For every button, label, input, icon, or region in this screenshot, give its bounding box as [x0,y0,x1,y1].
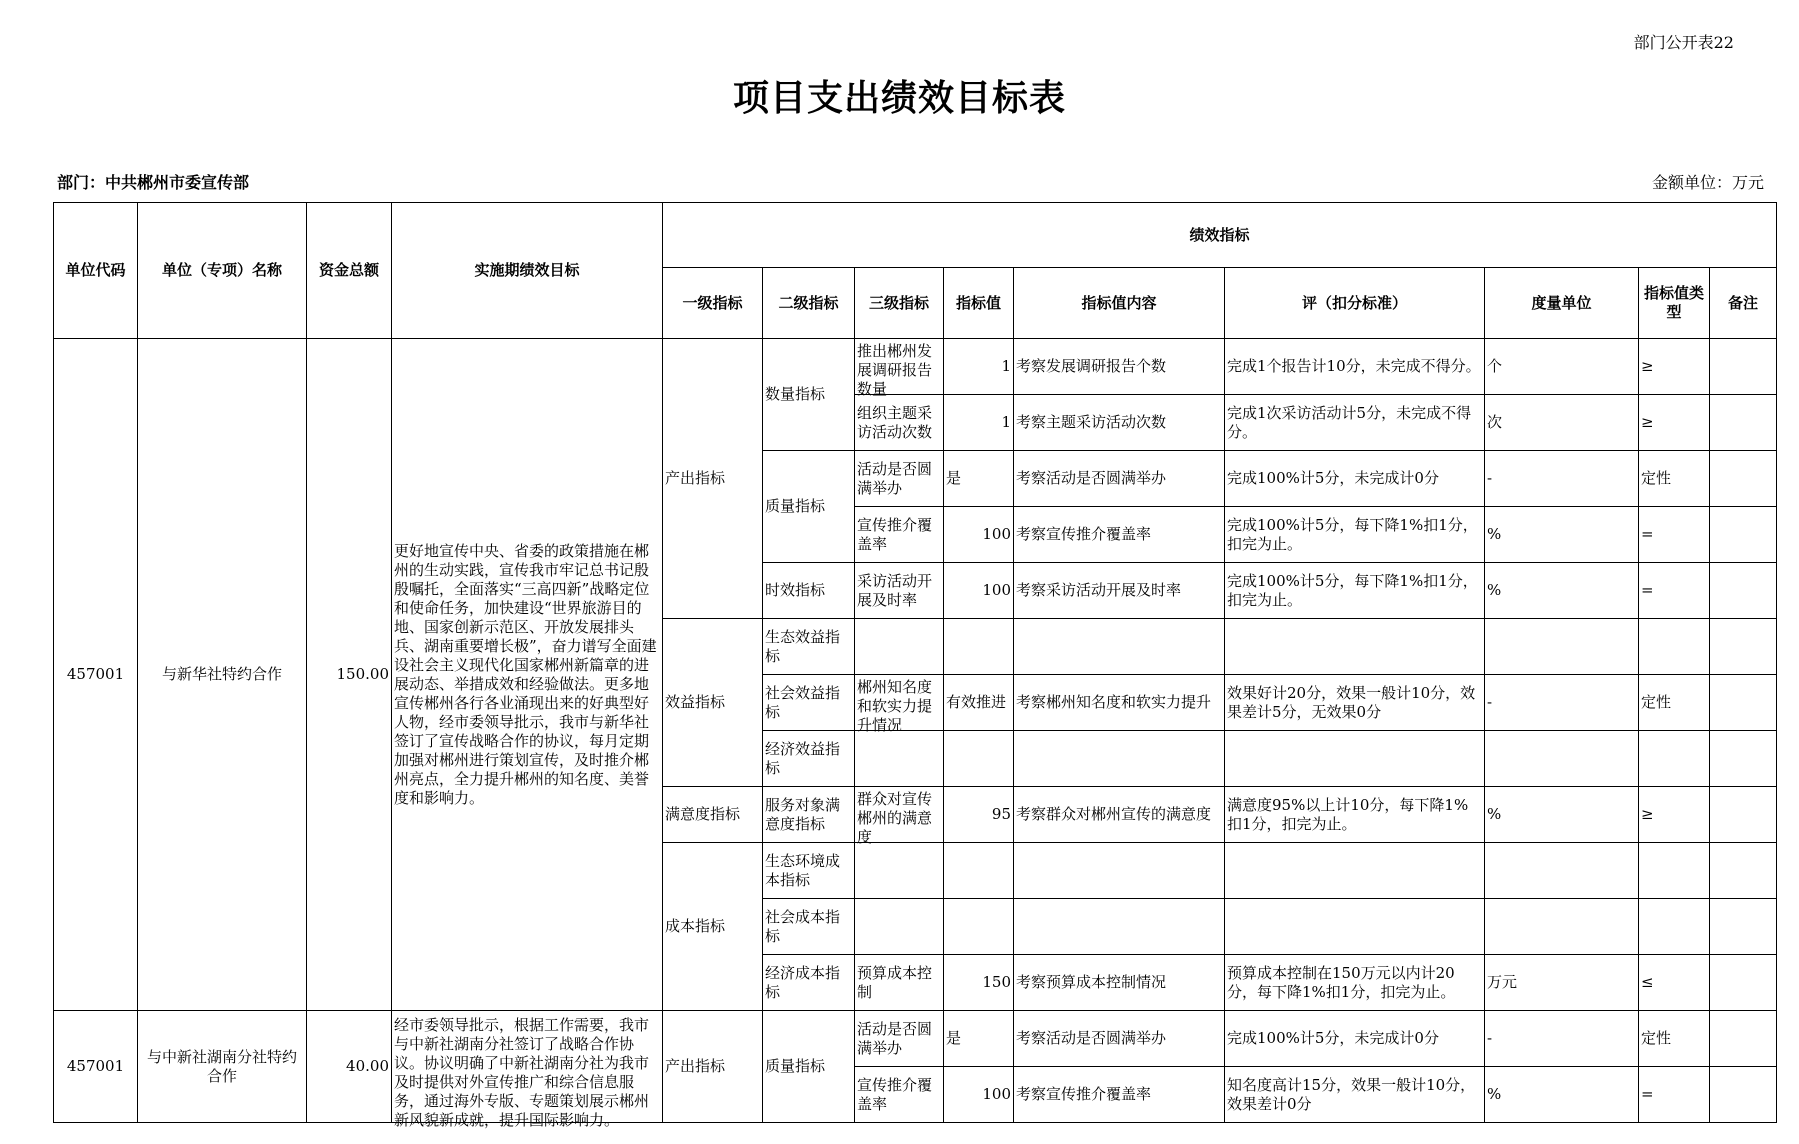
remark-cell [1710,563,1777,619]
value-cell [944,899,1014,955]
unit-cell: - [1485,1011,1639,1067]
content-cell: 考察宣传推介覆盖率 [1014,507,1225,563]
level3-cell [855,563,944,619]
level2-cell: 社会效益指标 [763,675,855,731]
level3-cell [855,787,944,846]
header-goal: 实施期绩效目标 [392,203,663,339]
header-value-type: 指标值类型 [1639,268,1710,339]
goal-cell [392,1011,663,1129]
level1-cell: 产出指标 [663,1011,763,1123]
level3-text: 推出郴州发展调研报告数量 [857,342,933,398]
value-cell [944,843,1014,899]
level3-text: 宣传推介覆盖率 [857,515,933,553]
remark-cell [1710,1011,1777,1067]
value-cell: 150 [944,955,1014,1011]
form-code: 部门公开表22 [1633,33,1734,52]
level3-cell [855,619,944,675]
type-cell [1639,843,1710,899]
remark-cell [1710,619,1777,675]
performance-table [53,202,1777,1129]
content-cell [1014,731,1225,787]
header-indicators: 绩效指标 [663,203,1777,268]
remark-cell [1710,675,1777,731]
type-cell: 定性 [1639,675,1710,731]
value-cell: 1 [944,339,1014,395]
score-cell: 满意度95%以上计10分，每下降1%扣1分，扣完为止。 [1225,787,1485,843]
level3-cell [855,675,944,734]
score-cell: 完成100%计5分，每下降1%扣1分，扣完为止。 [1225,507,1485,563]
score-cell: 完成100%计5分，每下降1%扣1分，扣完为止。 [1225,563,1485,619]
score-cell [1225,619,1485,675]
type-cell: ≤ [1639,955,1710,1011]
value-cell: 1 [944,395,1014,451]
type-cell: 定性 [1639,1011,1710,1067]
remark-cell [1710,507,1777,563]
value-cell [944,731,1014,787]
value-cell: 100 [944,1067,1014,1123]
score-cell: 知名度高计15分，效果一般计10分，效果差计0分 [1225,1067,1485,1123]
goal-cell: 更好地宣传中央、省委的政策措施在郴州的生动实践，宣传我市牢记总书记殷殷嘱托，全面落实“三高四新”战略定位和使命任务，加快建设“世界旅游目的地、国家创新示范区、开放发展排头兵、湖南重要增长极”，奋力谱写全面建设社会主义现代化国家郴州新篇章的进展动态、举措成效和经验做法。更多地宣传郴州各行各业涌现出来的好典型好人物，经市委领导批示，我市与新华社签订了宣传战略合作的协议，每月定期加强对郴州进行策划宣传，及时推介郴州亮点，全力提升郴州的知名度、美誉度和影响力。 [392,339,663,1011]
content-cell: 考察宣传推介覆盖率 [1014,1067,1225,1123]
unit-cell: 次 [1485,395,1639,451]
remark-cell [1710,1067,1777,1123]
score-cell: 预算成本控制在150万元以内计20分，每下降1%扣1分，扣完为止。 [1225,955,1485,1011]
header-level3: 三级指标 [855,268,944,339]
value-cell: 有效推进 [944,675,1014,731]
level2-cell: 生态环境成本指标 [763,843,855,899]
level3-text: 宣传推介覆盖率 [857,1075,933,1113]
level3-cell [855,451,944,507]
score-cell [1225,731,1485,787]
value-cell: 是 [944,451,1014,507]
level1-cell: 产出指标 [663,339,763,619]
remark-cell [1710,843,1777,899]
score-cell: 效果好计20分，效果一般计10分，效果差计5分，无效果0分 [1225,675,1485,731]
score-cell [1225,899,1485,955]
unit-cell [1485,899,1639,955]
level2-cell: 时效指标 [763,563,855,619]
content-cell: 考察郴州知名度和软实力提升 [1014,675,1225,731]
content-cell [1014,843,1225,899]
type-cell [1639,731,1710,787]
level3-cell [855,507,944,563]
header-level1: 一级指标 [663,268,763,339]
content-cell [1014,899,1225,955]
header-level2: 二级指标 [763,268,855,339]
header-scoring: 评（扣分标准） [1225,268,1485,339]
unit-cell: % [1485,787,1639,843]
content-cell: 考察群众对郴州宣传的满意度 [1014,787,1225,843]
content-cell: 考察采访活动开展及时率 [1014,563,1225,619]
level3-cell [855,1011,944,1067]
unit-name-cell: 与中新社湖南分社特约合作 [138,1011,307,1123]
level3-text: 预算成本控制 [857,963,933,1001]
score-cell: 完成100%计5分，未完成计0分 [1225,451,1485,507]
value-cell: 95 [944,787,1014,843]
header-remark: 备注 [1710,268,1777,339]
level1-cell: 成本指标 [663,843,763,1011]
header-unit-name: 单位（专项）名称 [138,203,307,339]
unit-cell: - [1485,451,1639,507]
level3-text: 群众对宣传郴州的满意度 [857,790,933,846]
level2-cell: 经济成本指标 [763,955,855,1011]
type-cell: ≥ [1639,395,1710,451]
level3-cell [855,339,944,398]
unit-cell: % [1485,507,1639,563]
type-cell: ≥ [1639,339,1710,395]
header-unit-code: 单位代码 [54,203,138,339]
type-cell [1639,619,1710,675]
remark-cell [1710,899,1777,955]
value-cell: 100 [944,563,1014,619]
type-cell: ≥ [1639,787,1710,843]
content-cell: 考察活动是否圆满举办 [1014,451,1225,507]
remark-cell [1710,731,1777,787]
level3-cell [855,731,944,787]
level2-cell: 经济效益指标 [763,731,855,787]
value-cell [944,619,1014,675]
unit-cell: % [1485,563,1639,619]
page-title: 项目支出绩效目标表 [732,78,1066,119]
content-cell [1014,619,1225,675]
value-cell: 100 [944,507,1014,563]
unit-cell [1485,619,1639,675]
content-cell: 考察主题采访活动次数 [1014,395,1225,451]
level2-cell: 质量指标 [763,451,855,563]
content-cell: 考察活动是否圆满举办 [1014,1011,1225,1067]
score-cell: 完成100%计5分，未完成计0分 [1225,1011,1485,1067]
unit-cell: % [1485,1067,1639,1123]
funds-cell: 150.00 [307,339,392,1011]
type-cell: = [1639,1067,1710,1123]
score-cell: 完成1次采访活动计5分，未完成不得分。 [1225,395,1485,451]
level3-cell [855,1067,944,1123]
level3-cell [855,955,944,1011]
level3-text: 采访活动开展及时率 [857,571,933,609]
unit-cell [1485,843,1639,899]
unit-cell: 万元 [1485,955,1639,1011]
header-measure-unit: 度量单位 [1485,268,1639,339]
unit-code-cell: 457001 [54,1011,138,1123]
funds-cell: 40.00 [307,1011,392,1123]
type-cell: = [1639,563,1710,619]
level2-cell: 数量指标 [763,339,855,451]
table-row [54,1011,1777,1067]
level3-cell [855,395,944,451]
type-cell: = [1639,507,1710,563]
level2-cell: 服务对象满意度指标 [763,787,855,843]
level2-cell: 质量指标 [763,1011,855,1123]
level2-cell: 生态效益指标 [763,619,855,675]
level2-cell: 社会成本指标 [763,899,855,955]
level3-text: 活动是否圆满举办 [857,1019,933,1057]
type-cell: 定性 [1639,451,1710,507]
level3-text: 组织主题采访活动次数 [857,403,933,441]
goal-text: 经市委领导批示，根据工作需要，我市与中新社湖南分社签订了战略合作协议。协议明确了中新社湖南分社为我市及时提供对外宣传推广和综合信息服务，通过海外专版、专题策划展示郴州新风貌新成就，提升国际影响力。 [394,1015,650,1129]
header-value: 指标值 [944,268,1014,339]
score-cell [1225,843,1485,899]
level3-text: 郴州知名度和软实力提升情况 [857,678,933,734]
level3-cell [855,843,944,899]
level3-cell [855,899,944,955]
level1-cell: 满意度指标 [663,787,763,843]
remark-cell [1710,339,1777,395]
value-cell: 是 [944,1011,1014,1067]
remark-cell [1710,955,1777,1011]
content-cell: 考察预算成本控制情况 [1014,955,1225,1011]
remark-cell [1710,787,1777,843]
unit-code-cell: 457001 [54,339,138,1011]
score-cell: 完成1个报告计10分，未完成不得分。 [1225,339,1485,395]
remark-cell [1710,451,1777,507]
level1-cell: 效益指标 [663,619,763,787]
remark-cell [1710,395,1777,451]
unit-cell: 个 [1485,339,1639,395]
header-total-funds: 资金总额 [307,203,392,339]
amount-unit-label: 金额单位：万元 [1651,173,1764,192]
department-label: 部门：中共郴州市委宣传部 [57,173,250,192]
unit-cell: - [1485,675,1639,731]
content-cell: 考察发展调研报告个数 [1014,339,1225,395]
unit-cell [1485,731,1639,787]
type-cell [1639,899,1710,955]
unit-name-cell: 与新华社特约合作 [138,339,307,1011]
table-row [54,339,1777,395]
level3-text: 活动是否圆满举办 [857,459,933,497]
header-value-content: 指标值内容 [1014,268,1225,339]
